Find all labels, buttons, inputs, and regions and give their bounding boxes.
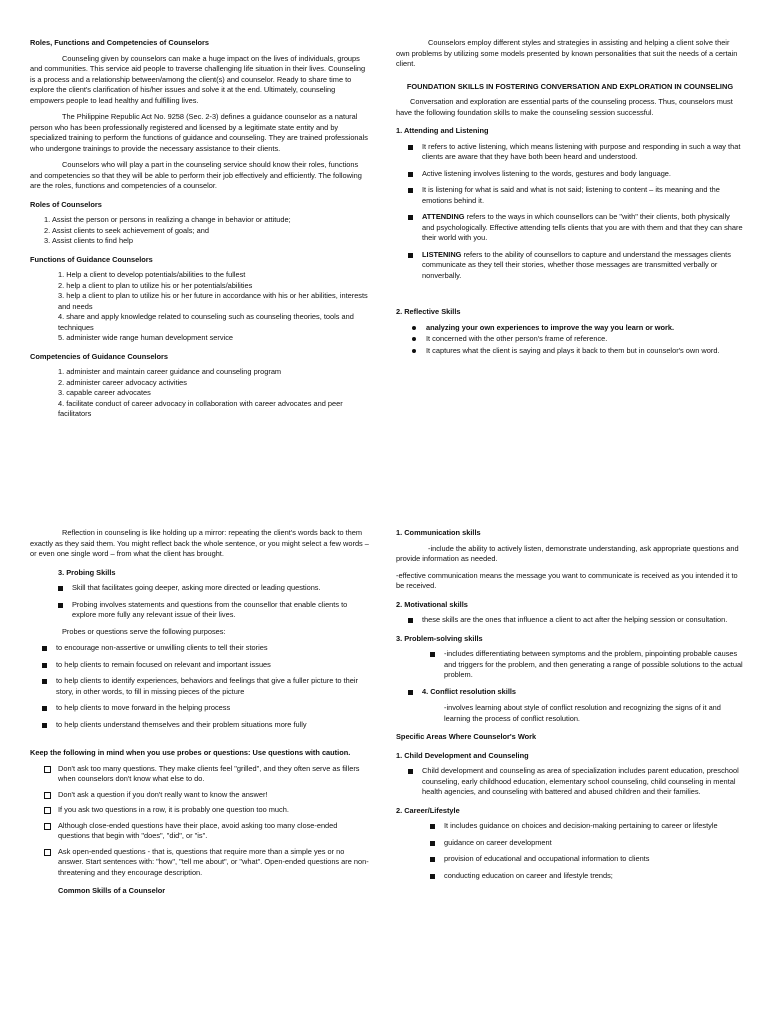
list-item: 2. Assist clients to seek achievement of goals; and — [44, 225, 209, 235]
heading-foundation-skills: FOUNDATION SKILLS IN FOSTERING CONVERSATION AND EXPLORATION IN COUNSELING — [406, 81, 734, 91]
list-item: It captures what the client is saying and plays it back to them but in counselor's own word. — [396, 346, 744, 357]
reflective-list — [396, 323, 744, 357]
list-item: Active listening involves listening to the words, gestures and body language. — [396, 169, 744, 180]
list-item: 1. Help a client to develop potentials/abilities to the fullest — [58, 270, 246, 280]
list-item: Probing involves statements and questions from the counsellor that enable clients to explore more fully any relevant issue of their lives. — [30, 600, 370, 621]
list-item: 4. share and apply knowledge related to counseling such as counseling theories, tools and techniques — [58, 312, 354, 332]
heading-keep-in-mind: Keep the following in mind when you use probes or questions: Use questions with caution. — [30, 748, 351, 758]
heading-probing-skills: 3. Probing Skills — [58, 567, 116, 577]
paragraph: Counselors employ different styles and strategies in assisting and helping a client solve their own problems by utilizing some models presented by known personalities that suit the needs of a certain client. — [396, 38, 738, 69]
child-development-list — [396, 766, 744, 798]
list-item: guidance on career development — [396, 838, 744, 849]
square-bullet-icon — [408, 618, 413, 623]
list-item: to help clients to move forward in the helping process — [30, 703, 370, 714]
heading-roles-functions: Roles, Functions and Competencies of Counselors — [30, 38, 210, 47]
paragraph: Counselors who will play a part in the counseling service should know their roles, functions and competencies so that they will be able to perform their job effectively and efficiently. The following are the roles, functions and competencies of a counselor. — [30, 160, 362, 191]
paragraph: Conversation and exploration are essential parts of the counseling process. Thus, counselors must have the following foundation skills to make the counseling session successful. — [396, 97, 733, 117]
list-item: to help clients to identify experiences, behaviors and feelings that give a fuller picture to their story, in other words, to fill in missing pieces of the picture — [30, 676, 370, 697]
paragraph: Counseling given by counselors can make a huge impact on the lives of individuals, groups and communities. This service aid people to traverse challenging life situation in their lives. Counseling is a process and a relationship between/among the client(s) and counselor. Ready to share time to explore the client's clarification of his/her issues and solve it at the end. Ultimately, counseling empowers people to lead healthy and fulfilling lives. — [30, 53, 366, 105]
square-bullet-icon — [408, 188, 413, 193]
heading-attending-listening: 1. Attending and Listening — [396, 126, 489, 136]
list-item: 3. Assist clients to find help — [44, 236, 133, 246]
list-item: Skill that facilitates going deeper, asking more directed or leading questions. — [30, 583, 370, 594]
checkbox-bullet-icon — [44, 823, 51, 830]
paragraph: Reflection in counseling is like holding up a mirror: repeating the client's words back to them exactly as they said them. You might reflect back the whole sentence, or you might select a few words – or even one single word – from what the client has brought. — [30, 528, 369, 559]
paragraph: The Philippine Republic Act No. 9258 (Sec. 2-3) defines a guidance counselor as a natural person who has been professionally registered and licensed by a legitimate state entity and by specialized training to perform the functions of guidance and counseling. They are trained professionals who undergone trainings to provide the necessary assistance to their clients. — [30, 112, 368, 153]
paragraph: -involves learning about style of conflict resolution and recognizing the signs of it and learning the process of conflict resolution. — [444, 703, 721, 723]
purposes-list — [30, 643, 370, 730]
list-item: conducting education on career and lifestyle trends; — [396, 871, 744, 882]
square-bullet-icon — [42, 706, 47, 711]
list-item: It is listening for what is said and what is not said; listening to content – its meaning and the emotions behind it. — [396, 185, 744, 206]
roles-list — [30, 215, 370, 247]
competencies-list — [30, 367, 370, 420]
paragraph: -include the ability to actively listen, demonstrate understanding, ask appropriate questions and provide information as needed. — [396, 543, 739, 564]
section-foundation-skills — [396, 38, 744, 362]
section-roles-functions — [30, 38, 370, 426]
list-item: Child development and counseling as area of specialization includes parent education, preschool counseling, early childhood education, elementary school counseling, child counseling in mental health agencies, and counseling with battered and abused children and their families. — [396, 766, 744, 798]
list-item: It concerned with the other person's frame of reference. — [396, 334, 744, 345]
list-item: 1. administer and maintain career guidance and counseling program — [58, 367, 282, 377]
probing-list — [30, 583, 370, 621]
paragraph: -effective communication means the message you want to communicate is received as you intended it to be received. — [396, 570, 738, 591]
career-lifestyle-list — [396, 821, 744, 881]
heading-child-development: 1. Child Development and Counseling — [396, 750, 529, 760]
conflict-heading-list — [396, 687, 744, 698]
list-item: to encourage non-assertive or unwilling clients to tell their stories — [30, 643, 370, 654]
list-item: to help clients to remain focused on relevant and important issues — [30, 660, 370, 671]
square-bullet-icon — [430, 652, 435, 657]
list-item: 3. help a client to plan to utilize his or her future in accordance with his or her abilities, interests and needs — [58, 291, 368, 311]
heading-reflective-skills: 2. Reflective Skills — [396, 307, 461, 317]
list-item: 5. administer wide range human development service — [58, 333, 234, 343]
heading-common-skills: Common Skills of a Counselor — [58, 886, 166, 896]
list-item: these skills are the ones that influence a client to act after the helping session or consultation. — [396, 615, 744, 626]
square-bullet-icon — [408, 253, 413, 258]
square-bullet-icon — [42, 679, 47, 684]
heading-competencies: Competencies of Guidance Counselors — [30, 351, 168, 361]
bullet-dot-icon — [412, 337, 416, 341]
list-item: ATTENDING refers to the ways in which counsellors can be "with" their clients, both physically and psychologically. Effective attending tells clients that you are with them and that they can share their world with you. — [396, 212, 744, 244]
square-bullet-icon — [42, 646, 47, 651]
list-item: It includes guidance on choices and decision-making pertaining to career or lifestyle — [396, 821, 744, 832]
keep-in-mind-list — [30, 764, 370, 879]
heading-communication-skills: 1. Communication skills — [396, 528, 481, 537]
list-item: 2. administer career advocacy activities — [58, 377, 187, 387]
list-item: Don't ask too many questions. They make clients feel "grilled", and they often serve as fillers when counselors don't know what else to do. — [30, 764, 370, 785]
motivational-list — [396, 615, 744, 626]
square-bullet-icon — [408, 172, 413, 177]
square-bullet-icon — [430, 824, 435, 829]
heading-roles: Roles of Counselors — [30, 199, 102, 209]
list-item: 3. capable career advocates — [58, 388, 151, 398]
list-item: LISTENING refers to the ability of counsellors to capture and understand the messages clients communicate as they tell their stories, whether those messages are transmitted verbally or nonverbally. — [396, 250, 744, 282]
list-item: analyzing your own experiences to improve the way you learn or work. — [396, 323, 744, 334]
checkbox-bullet-icon — [44, 849, 51, 856]
list-item: -includes differentiating between symptoms and the problem, pinpointing probable causes and triggers for the problem, and then generating a range of possible solutions to the actual problem. — [396, 649, 744, 681]
heading-career-lifestyle: 2. Career/Lifestyle — [396, 805, 460, 815]
list-item: to help clients understand themselves and their problem situations more fully — [30, 720, 370, 731]
list-item: 4. facilitate conduct of career advocacy in collaboration with career advocates and peer facilitators — [58, 398, 343, 419]
list-item: 1. Assist the person or persons in realizing a change in behavior or attitude; — [44, 215, 291, 225]
square-bullet-icon — [430, 857, 435, 862]
square-bullet-icon — [408, 145, 413, 150]
list-item: provision of educational and occupational information to clients — [396, 854, 744, 865]
list-item: Don't ask a question if you don't really want to know the answer! — [30, 790, 370, 801]
bullet-dot-icon — [412, 349, 416, 353]
square-bullet-icon — [408, 769, 413, 774]
square-bullet-icon — [408, 215, 413, 220]
checkbox-bullet-icon — [44, 792, 51, 799]
square-bullet-icon — [42, 663, 47, 668]
square-bullet-icon — [58, 586, 63, 591]
square-bullet-icon — [58, 603, 63, 608]
paragraph: Probes or questions serve the following purposes: — [62, 626, 226, 636]
square-bullet-icon — [408, 690, 413, 695]
bullet-dot-icon — [412, 326, 416, 330]
square-bullet-icon — [430, 841, 435, 846]
list-item: 2. help a client to plan to utilize his or her potentials/abilities — [58, 280, 253, 290]
heading-motivational-skills: 2. Motivational skills — [396, 599, 468, 609]
section-common-skills — [396, 528, 744, 887]
heading-functions: Functions of Guidance Counselors — [30, 254, 153, 264]
problem-solving-list — [396, 649, 744, 681]
checkbox-bullet-icon — [44, 807, 51, 814]
attending-list — [396, 142, 744, 282]
section-probing-skills — [30, 528, 370, 902]
functions-list — [30, 270, 370, 344]
list-item: 4. Conflict resolution skills — [396, 687, 744, 698]
heading-specific-areas: Specific Areas Where Counselor's Work — [396, 732, 537, 742]
list-item: Ask open-ended questions - that is, questions that require more than a simple yes or no answer. Start sentences with: "how", "tell me about", or "what". Open-ended questions are non-threatening and they encourage description. — [30, 847, 370, 879]
list-item: It refers to active listening, which means listening with purpose and responding in such a way that clients are aware that they have both been heard and understood. — [396, 142, 744, 163]
square-bullet-icon — [430, 874, 435, 879]
list-item: If you ask two questions in a row, it is probably one question too much. — [30, 805, 370, 816]
list-item: Although close-ended questions have their place, avoid asking too many close-ended questions that begin with "does", "did", or "is". — [30, 821, 370, 842]
heading-problem-solving: 3. Problem-solving skills — [396, 633, 483, 643]
checkbox-bullet-icon — [44, 766, 51, 773]
square-bullet-icon — [42, 723, 47, 728]
